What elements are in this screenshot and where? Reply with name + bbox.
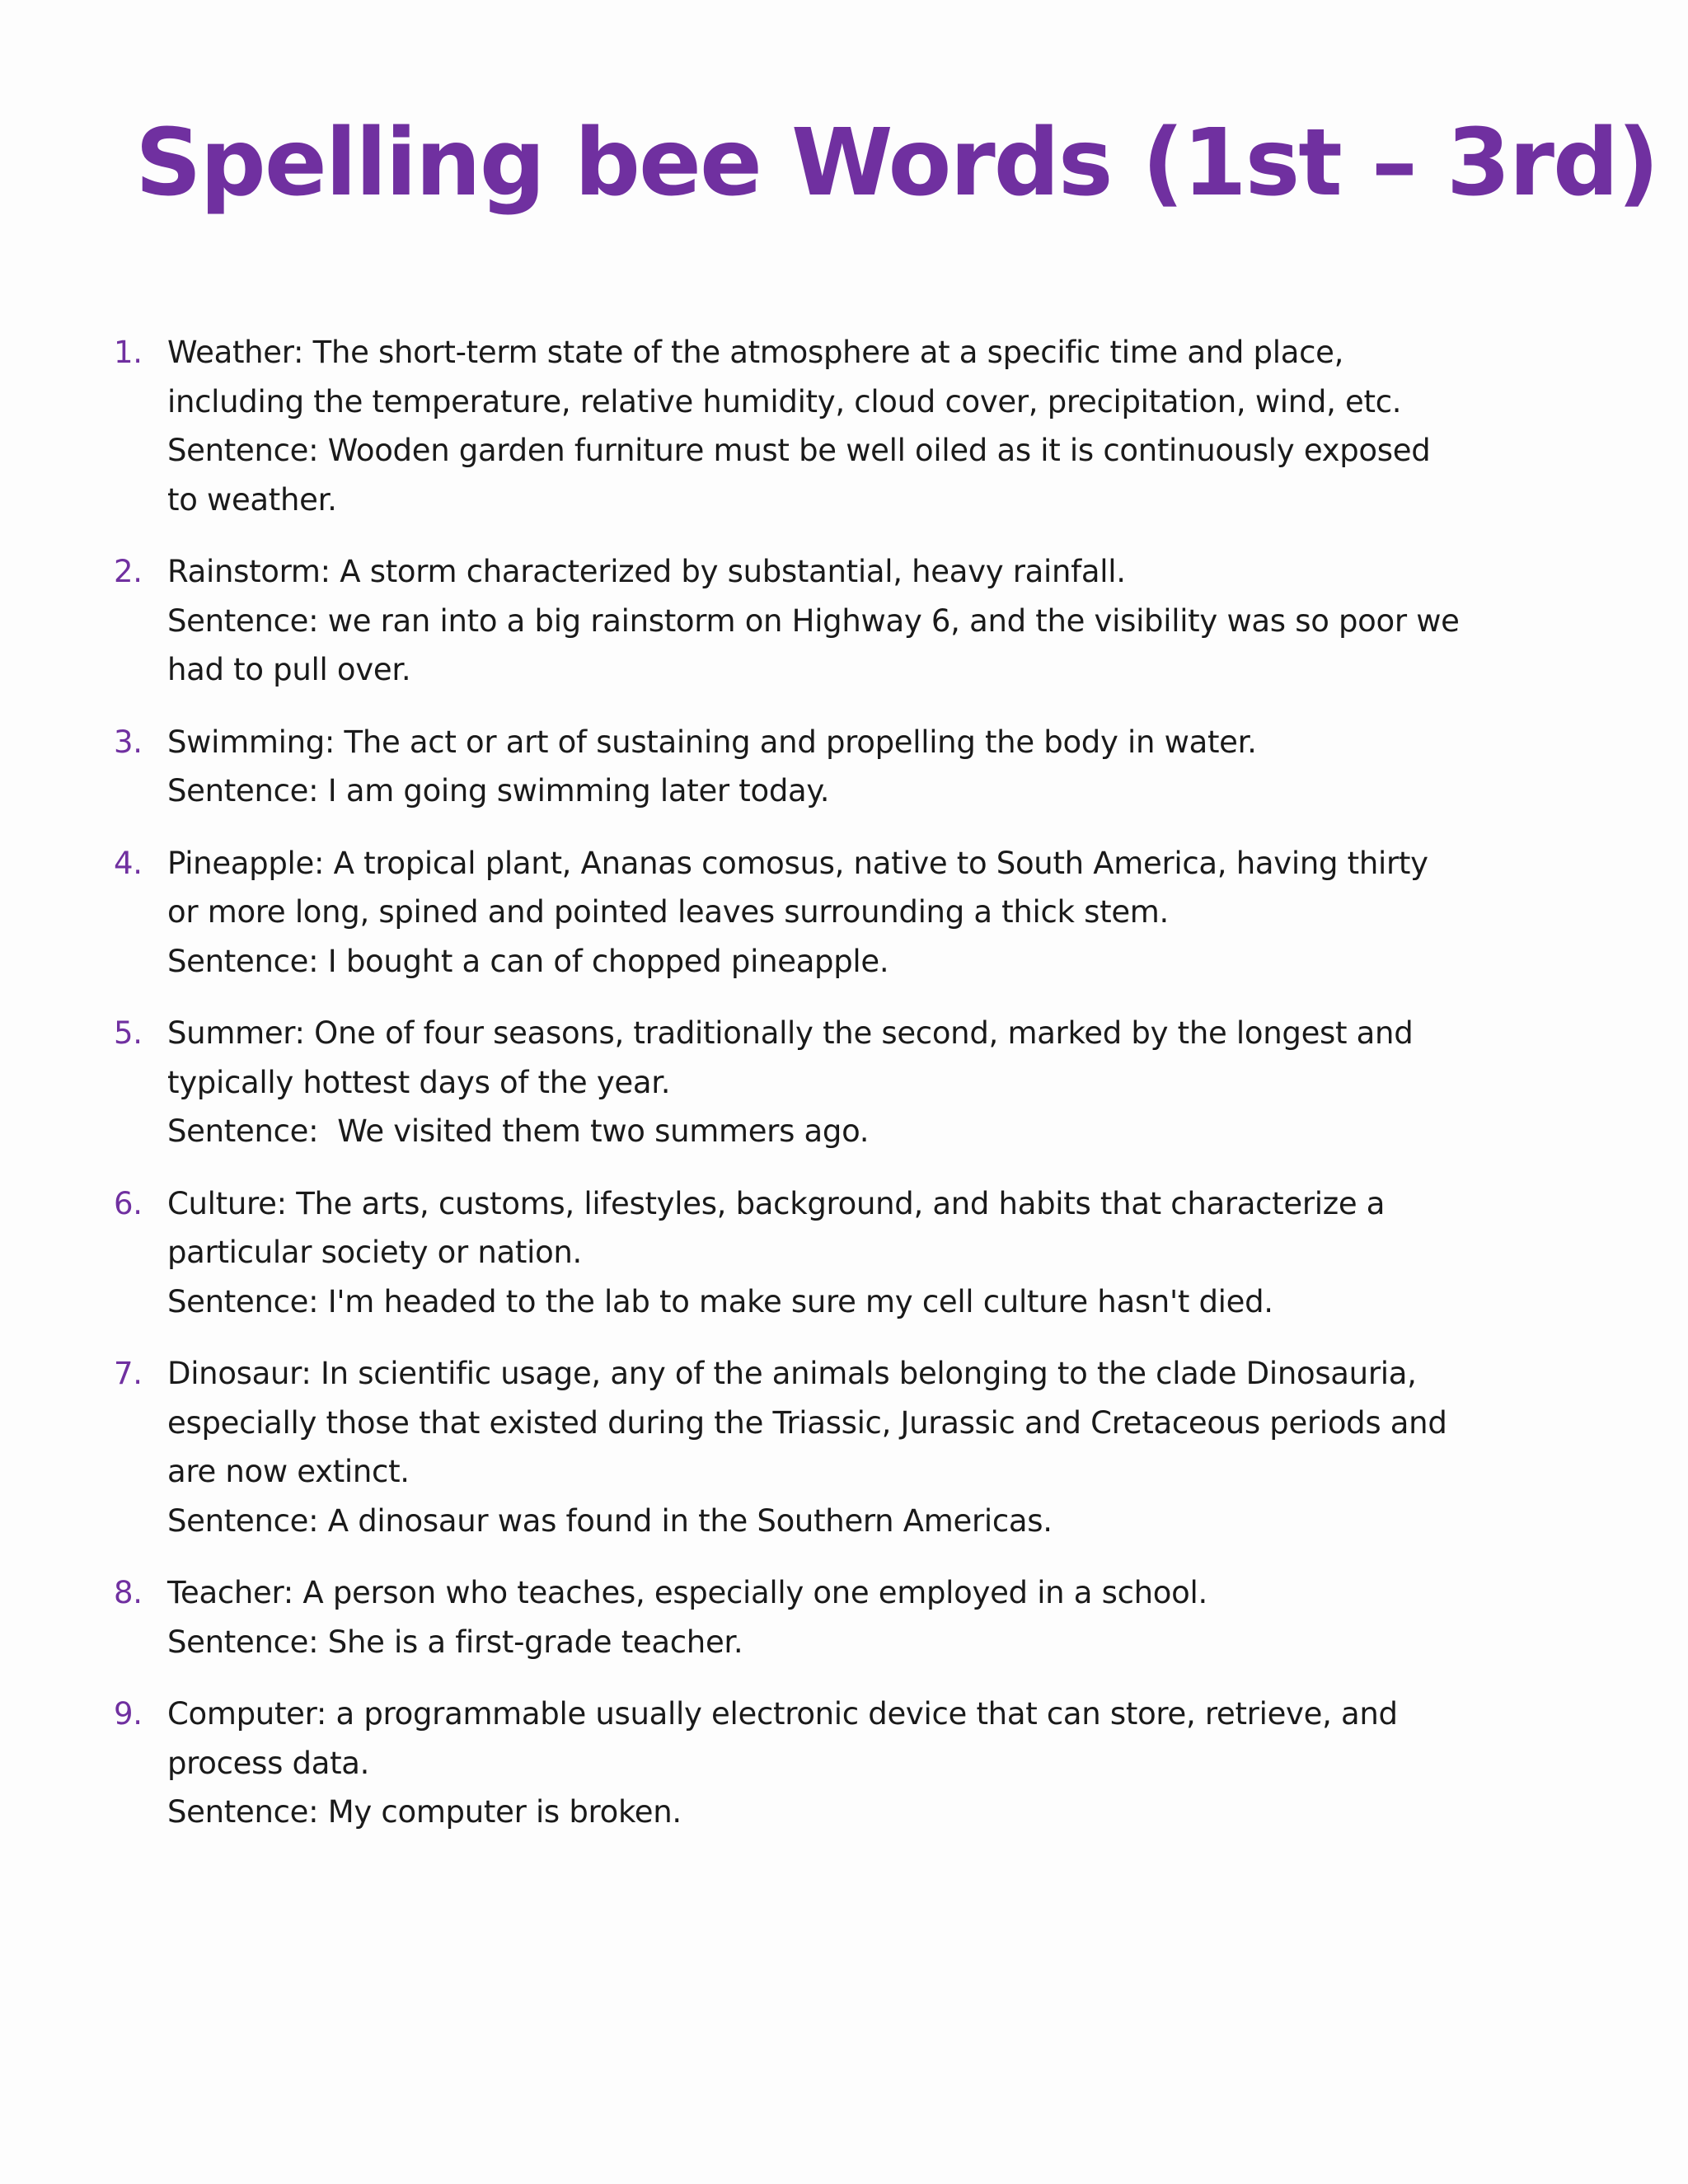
word-definition: Culture: The arts, customs, lifestyles, background, and habits that characterize a particular society or nation. [167,1185,1395,1270]
word-definition: Teacher: A person who teaches, especially one employed in a school. [167,1575,1207,1610]
page-title: Spelling bee Words (1st – 3rd) [135,110,1658,217]
list-item-number: 2. [114,554,143,589]
word-definition: Dinosaur: In scientific usage, any of the animals belonging to the clade Dinosauria, especially those that existed during the Triassic, Jurassic and Cretaceous periods and are now extinct. [167,1356,1456,1489]
word-definition: Summer: One of four seasons, traditionally the second, marked by the longest and typically hottest days of the year. [167,1015,1423,1100]
example-sentence: Sentence: we ran into a big rainstorm on Highway 6, and the visibility was so poor we had to pull over. [167,602,1470,687]
list-item-number: 7. [114,1356,143,1391]
list-item-number: 3. [114,724,143,760]
word-definition: Swimming: The act or art of sustaining and propelling the body in water. [167,724,1257,760]
example-sentence: Sentence: I am going swimming later today. [167,773,830,808]
list-item [114,1349,1465,1545]
example-sentence: Sentence: I bought a can of chopped pineapple. [167,943,889,979]
list-item [114,1690,1465,1837]
word-definition: Weather: The short-term state of the atmosphere at a specific time and place, including the temperature, relative humidity, cloud cover, precipitation, wind, etc. [167,335,1402,419]
list-item [114,718,1465,816]
word-definition: Rainstorm: A storm characterized by substantial, heavy rainfall. [167,554,1126,589]
list-item-number: 4. [114,845,143,881]
example-sentence: Sentence: She is a first-grade teacher. [167,1624,743,1660]
word-definition: Computer: a programmable usually electronic device that can store, retrieve, and process data. [167,1696,1408,1781]
list-item [114,1009,1465,1156]
list-item-number: 8. [114,1575,143,1610]
list-item-number: 5. [114,1015,143,1051]
list-item [114,328,1465,524]
example-sentence: Sentence: A dinosaur was found in the Southern Americas. [167,1502,1053,1539]
list-item [114,1568,1465,1666]
spelling-word-list [114,328,1470,1860]
example-sentence: Sentence: Wooden garden furniture must be well oiled as it is continuously exposed to weather. [167,433,1440,518]
list-item-number: 9. [114,1696,143,1732]
word-definition: Pineapple: A tropical plant, Ananas comosus, native to South America, having thirty or more long, spined and pointed leaves surrounding a thick stem. [167,845,1438,930]
example-sentence: Sentence: My computer is broken. [167,1794,682,1830]
example-sentence: Sentence: We visited them two summers ago. [167,1113,870,1149]
example-sentence: Sentence: I'm headed to the lab to make sure my cell culture hasn't died. [167,1283,1273,1319]
list-item [114,839,1465,987]
list-item [114,547,1470,695]
list-item [114,1179,1465,1327]
list-item-number: 1. [114,335,143,370]
list-item-number: 6. [114,1185,143,1221]
